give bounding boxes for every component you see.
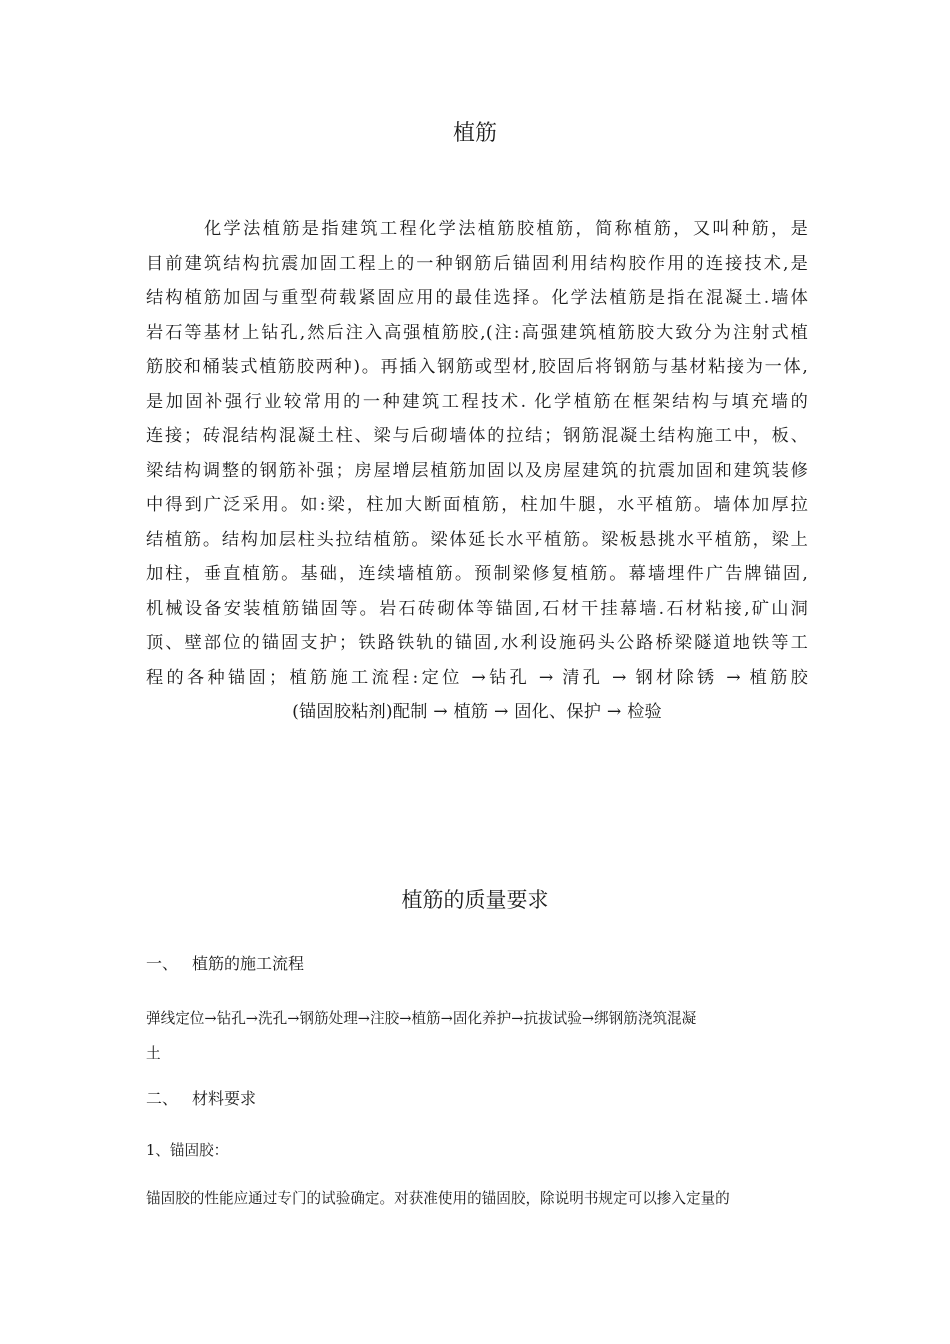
- heading-construction-flow: [146, 952, 304, 976]
- heading-text: 材料要求: [192, 1089, 257, 1108]
- intro-line: 机械设备安装植筋锚固等。岩石砖砌体等锚固,石材干挂幕墙.石材粘接,矿山洞: [146, 598, 808, 619]
- flow-paragraph: [146, 1001, 808, 1071]
- intro-line: 梁结构调整的钢筋补强；房屋增层植筋加固以及房屋建筑的抗震加固和建筑装修: [146, 460, 808, 481]
- document-title: 植筋: [452, 121, 497, 146]
- heading-number: 一、: [146, 954, 179, 973]
- intro-paragraph: [146, 212, 808, 730]
- intro-line: 连接；砖混结构混凝土柱、梁与后砌墙体的拉结；钢筋混凝土结构施工中，板、: [146, 426, 808, 446]
- flow-line: 土: [146, 1045, 161, 1062]
- intro-line: 程的各种锚固；植筋施工流程:定位 →钻孔 → 清孔 → 钢材除锈 → 植筋胶: [146, 667, 808, 688]
- flow-line: 弹线定位→钻孔→洗孔→钢筋处理→注胶→植筋→固化养护→抗拔试验→绑钢筋浇筑混凝: [146, 1010, 697, 1027]
- heading-text: 植筋的施工流程: [192, 954, 305, 973]
- intro-line: 结构植筋加固与重型荷载紧固应用的最佳选择。化学法植筋是指在混凝土.墙体: [146, 288, 808, 308]
- intro-line: (锚固胶粘剂)配制 → 植筋 → 固化、保护 → 检验: [292, 702, 662, 722]
- intro-line: 化学法植筋是指建筑工程化学法植筋胶植筋，简称植筋，又叫种筋，是: [204, 219, 808, 239]
- intro-line: 顶、壁部位的锚固支护；铁路铁轨的锚固,水利设施码头公路桥梁隧道地铁等工: [146, 633, 808, 653]
- intro-line: 目前建筑结构抗震加固工程上的一种钢筋后锚固利用结构胶作用的连接技术,是: [146, 253, 808, 274]
- section-title: 植筋的质量要求: [401, 888, 549, 912]
- intro-line: 加柱，垂直植筋。基础，连续墙植筋。预制梁修复植筋。幕墙埋件广告牌锚固,: [146, 564, 808, 584]
- heading-number: 二、: [146, 1089, 179, 1108]
- intro-line: 是加固补强行业较常用的一种建筑工程技术. 化学植筋在框架结构与填充墙的: [146, 391, 808, 412]
- intro-line: 中得到广泛采用。如:梁，柱加大断面植筋，柱加牛腿，水平植筋。墙体加厚拉: [146, 495, 808, 515]
- anchor-glue-paragraph: 锚固胶的性能应通过专门的试验确定。对获准使用的锚固胶，除说明书规定可以掺入定量的: [146, 1190, 730, 1207]
- heading-material-requirements: [146, 1087, 256, 1111]
- intro-line: 岩石等基材上钻孔,然后注入高强植筋胶,(注:高强建筑植筋胶大致分为注射式植: [146, 322, 808, 343]
- intro-line: 筋胶和桶装式植筋胶两种)。再插入钢筋或型材,胶固后将钢筋与基材粘接为一体,: [146, 357, 808, 377]
- subheading-anchor-glue: 1、锚固胶：: [146, 1142, 229, 1159]
- intro-line: 结植筋。结构加层柱头拉结植筋。梁体延长水平植筋。梁板悬挑水平植筋，梁上: [146, 529, 808, 550]
